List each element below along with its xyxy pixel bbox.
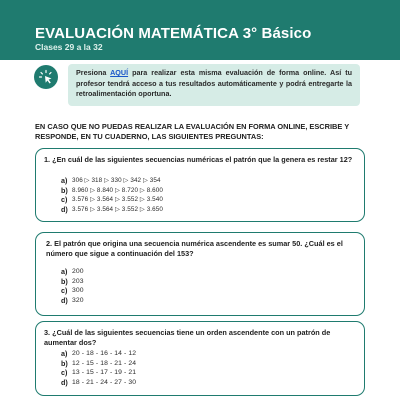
question-1-options <box>61 176 163 214</box>
question-box-2 <box>35 232 365 316</box>
option-3a[interactable]: a) 20 - 18 - 16 - 14 - 12 <box>61 349 137 358</box>
page-subtitle: Clases 29 a la 32 <box>35 42 103 52</box>
pointer-click-icon <box>34 65 58 89</box>
option-1b[interactable]: b) 8.960 ▷ 8.840 ▷ 8.720 ▷ 8.600 <box>61 185 163 195</box>
question-2-text: 2. El patrón que origina una secuencia numérica ascendente es sumar 50. ¿Cuál es el número que sigue a continuación del 153? <box>46 239 343 258</box>
option-3b[interactable]: b) 12 - 15 - 18 - 21 - 24 <box>61 358 137 368</box>
option-1c[interactable]: c) 3.576 ▷ 3.564 ▷ 3.552 ▷ 3.540 <box>61 195 163 205</box>
option-2c[interactable]: c) 300 <box>61 286 84 296</box>
question-3-options <box>61 349 136 387</box>
notice-text-after: para realizar esta misma evaluación de forma online. Así tu profesor tendrá acceso a tus resultados automáticamente y podrá entregarte la retroalimentación oportuna. <box>76 68 353 98</box>
option-1a[interactable]: a) 306 ▷ 318 ▷ 330 ▷ 342 ▷ 354 <box>61 176 161 185</box>
option-2d[interactable]: d) 320 <box>61 295 84 305</box>
option-3c[interactable]: c) 13 - 15 - 17 - 19 - 21 <box>61 368 137 378</box>
question-box-3 <box>35 321 365 396</box>
option-3d[interactable]: d) 18 - 21 - 24 - 27 - 30 <box>61 377 137 387</box>
question-box-1 <box>35 148 365 222</box>
option-2b[interactable]: b) 203 <box>61 276 84 286</box>
option-1d[interactable]: d) 3.576 ▷ 3.564 ▷ 3.552 ▷ 3.650 <box>61 204 163 214</box>
online-evaluation-link[interactable]: AQUÍ <box>110 68 129 77</box>
question-2-options <box>61 267 84 305</box>
page-header <box>0 0 400 60</box>
online-evaluation-notice <box>68 64 360 106</box>
instructions-text: EN CASO QUE NO PUEDAS REALIZAR LA EVALUACIÓN EN FORMA ONLINE, ESCRIBE Y RESPONDE, EN TU CUADERNO, LAS SIGUIENTES PREGUNTAS: <box>35 122 349 141</box>
page-title: EVALUACIÓN MATEMÁTICA 3° Básico <box>35 25 312 42</box>
option-2a[interactable]: a) 200 <box>61 267 84 276</box>
question-1-text: 1. ¿En cuál de las siguientes secuencias numéricas el patrón que la genera es restar 12? <box>44 155 353 164</box>
question-3-text: 3. ¿Cuál de las siguientes secuencias tiene un orden ascendente con un patrón de aumentar dos? <box>44 328 331 347</box>
notice-text-before: Presiona <box>76 68 111 77</box>
